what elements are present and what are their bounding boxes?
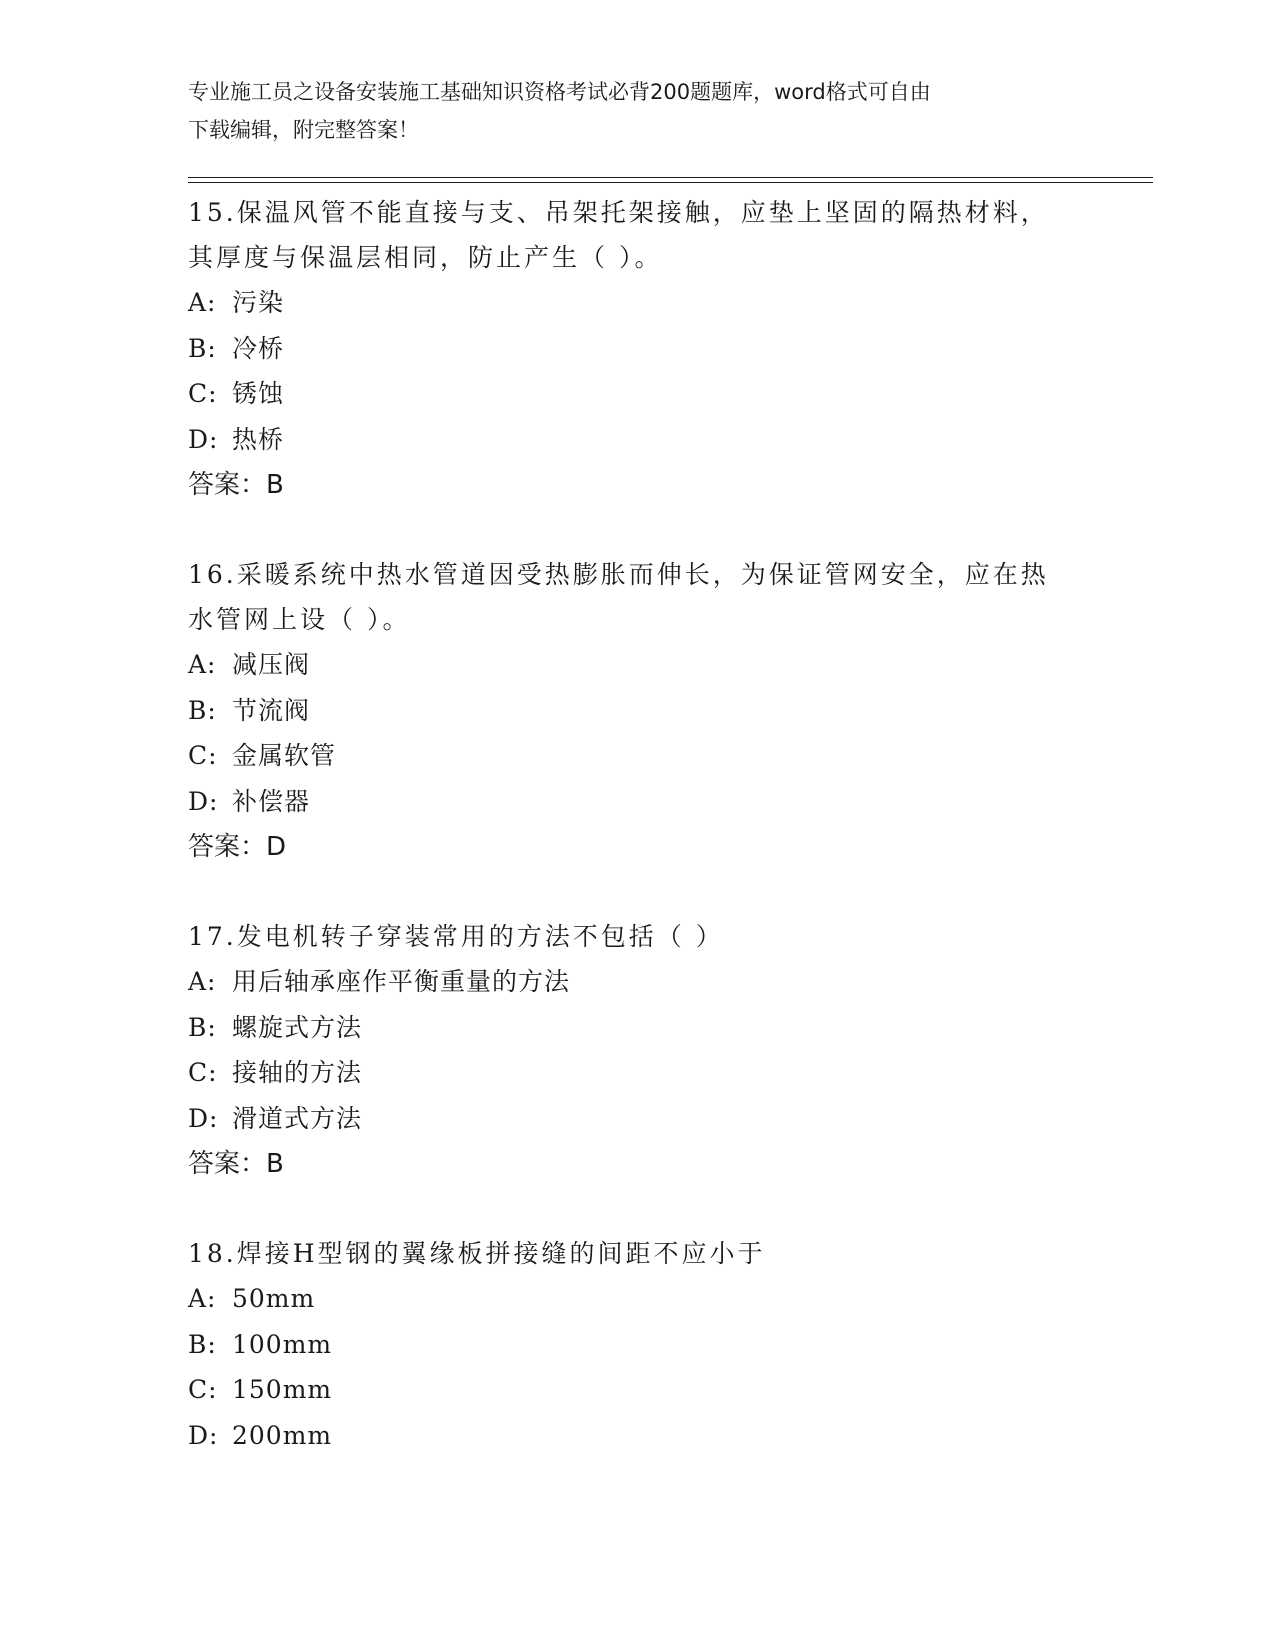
question-list [188,190,1088,1502]
question-text-line: 16.采暖系统中热水管道因受热膨胀而伸长，为保证管网安全，应在热 [188,560,1049,589]
option-letter: B: [188,1329,217,1359]
question-text-line: 17.发电机转子穿装常用的方法不包括（ ） [188,922,724,951]
option-b [188,1322,1088,1368]
option-letter: A: [188,288,217,317]
option-a [188,642,1088,688]
answer-line: 答案：B [188,1149,284,1179]
header-line-1: 专业施工员之设备安装施工基础知识资格考试必背200题题库，word格式可自由 [188,80,931,104]
option-letter: D: [188,786,219,816]
option-b [188,326,1088,372]
option-text: 补偿器 [232,786,311,816]
option-a [188,959,1088,1005]
option-text: 50mm [232,1284,316,1313]
option-a [188,280,1088,326]
option-text: 滑道式方法 [232,1103,363,1133]
option-text: 污染 [232,288,285,317]
option-letter: D: [188,424,219,454]
option-c [188,733,1088,779]
document-header [188,73,1088,149]
option-text: 用后轴承座作平衡重量的方法 [232,967,571,996]
option-text: 100mm [232,1329,333,1359]
option-letter: C: [188,741,218,770]
option-letter: B: [188,333,217,363]
option-text: 锈蚀 [232,379,285,408]
question-text-line: 15.保温风管不能直接与支、吊架托架接触，应垫上坚固的隔热材料， [188,198,1049,227]
header-rule-bottom [188,182,1153,183]
option-letter: A: [188,967,217,996]
option-letter: C: [188,1058,218,1087]
option-b [188,1005,1088,1051]
option-text: 150mm [232,1375,333,1404]
option-text: 冷桥 [232,333,285,363]
header-rule-top [188,177,1153,178]
option-c [188,371,1088,417]
question-text-line: 其厚度与保温层相同，防止产生（ ）。 [188,243,663,272]
option-letter: A: [188,1284,217,1313]
option-letter: A: [188,650,217,679]
option-letter: B: [188,1012,217,1042]
answer-line: 答案：D [188,832,287,862]
question-text-line: 18.焊接H型钢的翼缘板拼接缝的间距不应小于 [188,1239,766,1268]
option-letter: D: [188,1420,219,1450]
option-text: 热桥 [232,424,285,454]
option-text: 接轴的方法 [232,1058,363,1087]
option-letter: C: [188,379,218,408]
option-d [188,1096,1088,1142]
option-c [188,1367,1088,1413]
option-text: 减压阀 [232,650,311,679]
option-d [188,1413,1088,1459]
header-line-2: 下载编辑，附完整答案！ [188,118,419,142]
option-text: 金属软管 [232,741,337,770]
option-c [188,1050,1088,1096]
question-18 [188,1231,1088,1458]
question-text-line: 水管网上设（ ）。 [188,605,411,634]
answer-line: 答案：B [188,470,284,500]
option-text: 200mm [232,1420,333,1450]
option-a [188,1276,1088,1322]
option-letter: B: [188,695,217,725]
option-d [188,417,1088,463]
option-letter: D: [188,1103,219,1133]
option-b [188,688,1088,734]
question-17 [188,914,1088,1187]
question-15 [188,190,1088,508]
option-text: 螺旋式方法 [232,1012,363,1042]
option-letter: C: [188,1375,218,1404]
question-16 [188,552,1088,870]
option-text: 节流阀 [232,695,311,725]
option-d [188,779,1088,825]
